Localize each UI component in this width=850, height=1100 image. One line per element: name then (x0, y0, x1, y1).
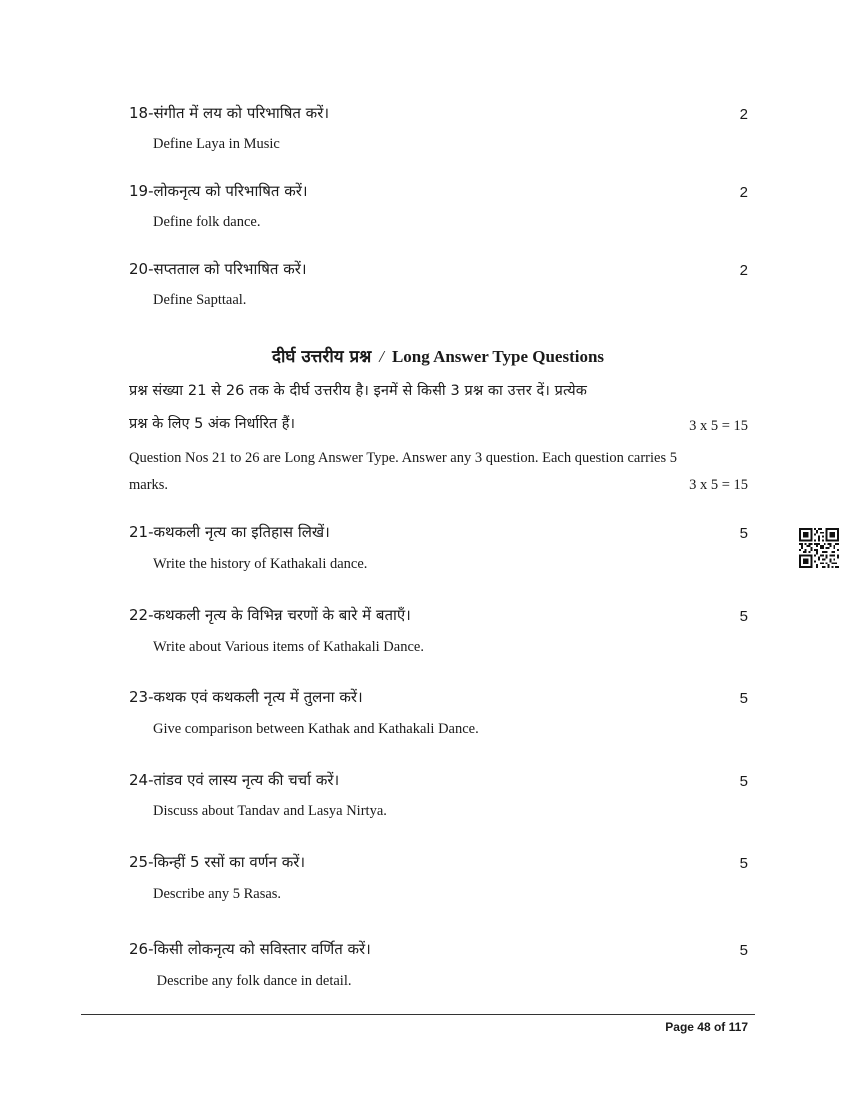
question-26-hindi: 26-किसी लोकनृत्य को सविस्तार वर्णित करें। (129, 940, 371, 958)
question-21-hindi: 21-कथकली नृत्य का इतिहास लिखें। (129, 523, 330, 541)
instruction-hindi-line2: प्रश्न के लिए 5 अंक निर्धारित हैं। (129, 416, 295, 432)
question-22-marks: 5 (739, 608, 748, 625)
question-26-marks: 5 (739, 942, 748, 959)
question-24-english: Discuss about Tandav and Lasya Nirtya. (153, 803, 387, 819)
question-19-marks: 2 (739, 184, 748, 201)
instruction-english-line2: marks. (129, 477, 169, 493)
question-18-marks: 2 (739, 106, 748, 123)
instruction-english-score: 3 x 5 = 15 (689, 477, 748, 493)
qr-code-icon (799, 528, 839, 568)
question-21-marks: 5 (739, 525, 748, 542)
section-heading-english: Long Answer Type Questions (391, 347, 605, 366)
question-20-hindi: 20-सप्तताल को परिभाषित करें। (129, 260, 307, 278)
question-23-hindi: 23-कथक एवं कथकली नृत्य में तुलना करें। (129, 688, 363, 706)
question-19-hindi: 19-लोकनृत्य को परिभाषित करें। (129, 182, 308, 200)
question-20-marks: 2 (739, 262, 748, 279)
question-25-hindi: 25-किन्हीं 5 रसों का वर्णन करें। (129, 853, 306, 871)
footer-divider (81, 1014, 755, 1015)
question-25-english: Describe any 5 Rasas. (153, 886, 282, 902)
question-18-english: Define Laya in Music (153, 136, 280, 152)
question-23-english: Give comparison between Kathak and Kathakali Dance. (153, 721, 479, 737)
question-22-hindi: 22-कथकली नृत्य के विभिन्न चरणों के बारे में बताएँ। (129, 606, 411, 624)
question-23-marks: 5 (739, 690, 748, 707)
question-20-english: Define Sapttaal. (153, 292, 247, 308)
section-heading (0, 345, 850, 369)
question-18-hindi: 18-संगीत में लय को परिभाषित करें। (129, 104, 330, 122)
question-22-english: Write about Various items of Kathakali Dance. (153, 639, 424, 655)
question-26-english: Describe any folk dance in detail. (153, 973, 352, 989)
section-heading-separator: / (379, 347, 384, 366)
question-24-hindi: 24-तांडव एवं लास्य नृत्य की चर्चा करें। (129, 771, 340, 789)
instruction-english-line1: Question Nos 21 to 26 are Long Answer Type. Answer any 3 question. Each question carries 5 (129, 450, 677, 466)
instruction-hindi-line1: प्रश्न संख्या 21 से 26 तक के दीर्घ उत्तरीय है। इनमें से किसी 3 प्रश्न का उत्तर दें। प्रत्येक (129, 383, 588, 399)
question-19-english: Define folk dance. (153, 214, 261, 230)
question-24-marks: 5 (739, 773, 748, 790)
instruction-hindi-score: 3 x 5 = 15 (689, 418, 748, 434)
section-heading-hindi: दीर्घ उत्तरीय प्रश्न (271, 347, 372, 367)
page-number: Page 48 of 117 (665, 1020, 748, 1034)
question-25-marks: 5 (739, 855, 748, 872)
question-21-english: Write the history of Kathakali dance. (153, 556, 368, 572)
